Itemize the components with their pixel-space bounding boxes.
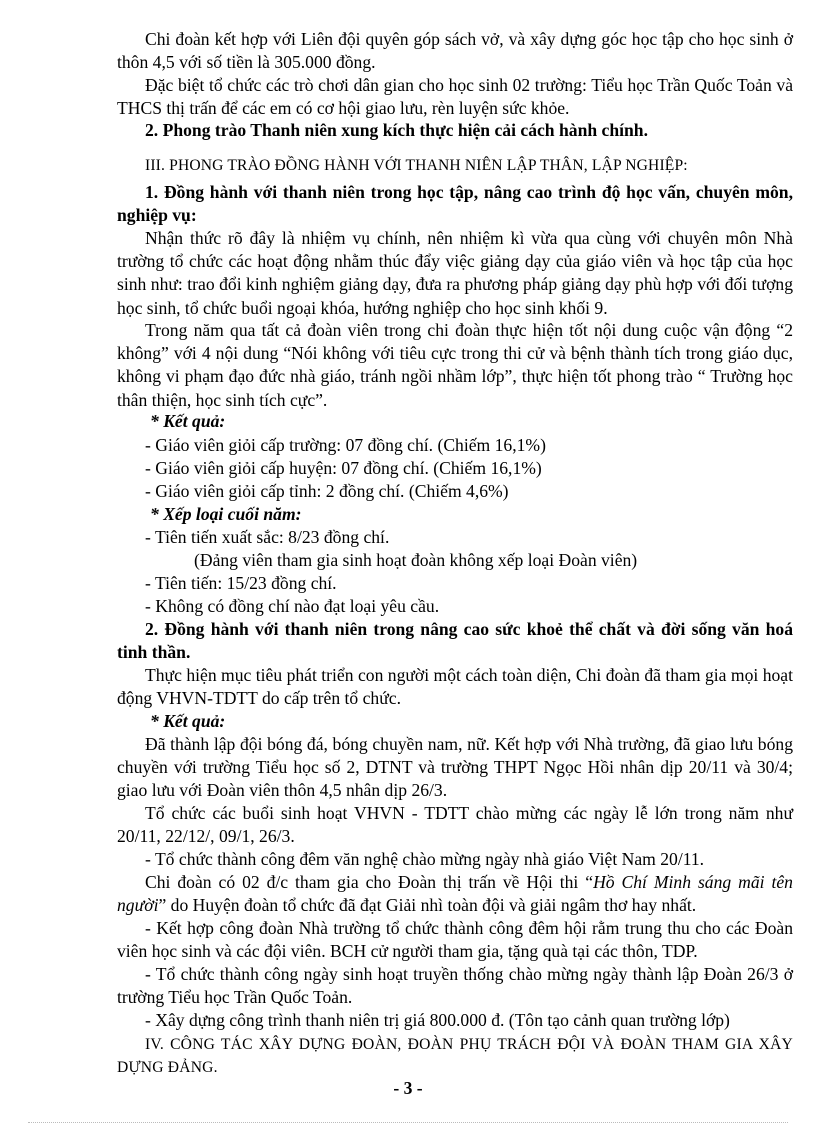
paragraph-text: ” do Huyện đoàn tổ chức đã đạt Giải nhì toàn đội và giải ngâm thơ hay nhất.	[158, 895, 697, 916]
list-item: - Giáo viên giỏi cấp huyện: 07 đồng chí. (Chiếm 16,1%)	[145, 458, 542, 478]
paragraph: Nhận thức rõ đây là nhiệm vụ chính, nên nhiệm kì vừa qua cùng với chuyên môn Nhà trường tổ chức các hoạt động nhằm thúc đẩy việc giảng dạy của giáo viên và học tập của học sinh như: trao đổi kinh nghiệm giảng dạy, đưa ra phương pháp giảng dạy phù hợp với đối tượng học sinh, tổ chức buổi ngoại khóa, hướng nghiệp cho học sinh khối 9.	[117, 228, 793, 318]
list-item: - Giáo viên giỏi cấp tỉnh: 2 đồng chí. (Chiếm 4,6%)	[145, 481, 509, 501]
section-heading: 1. Đồng hành với thanh niên trong học tập, nâng cao trình độ học vấn, chuyên môn, nghiệp vụ:	[117, 182, 793, 226]
list-item: - Giáo viên giỏi cấp trường: 07 đồng chí. (Chiếm 16,1%)	[145, 435, 546, 455]
paragraph: - Tổ chức thành công ngày sinh hoạt truyền thống chào mừng ngày thành lập Đoàn 26/3 ở trường Tiểu học Trần Quốc Toản.	[117, 964, 793, 1008]
contest-name: Hồ Chí Minh sáng mãi tên người	[117, 872, 793, 916]
paragraph: Đã thành lập đội bóng đá, bóng chuyền nam, nữ. Kết hợp với Nhà trường, đã giao lưu bóng chuyền với trường Tiểu học số 2, DTNT và trường THPT Ngọc Hồi nhân dịp 20/11 và 30/4; giao lưu với Đoàn viên thôn 4,5 nhân dịp 26/3.	[117, 734, 793, 801]
result-heading: * Xếp loại cuối năm:	[150, 504, 302, 524]
paragraph: Tổ chức các buổi sinh hoạt VHVN - TDTT chào mừng các ngày lễ lớn trong năm như 20/11, 22/12/, 09/1, 26/3.	[117, 803, 793, 847]
list-item: - Tiên tiến xuất sắc: 8/23 đồng chí.	[145, 527, 390, 547]
paragraph: - Kết hợp công đoàn Nhà trường tổ chức thành công đêm hội rằm trung thu cho các Đoàn viên học sinh và các đội viên. BCH cử người tham gia, tặng quà tại các thôn, TDP.	[117, 918, 793, 962]
result-heading: * Kết quả:	[150, 411, 226, 431]
list-item: - Tiên tiến: 15/23 đồng chí.	[145, 573, 337, 593]
section-heading: 2. Phong trào Thanh niên xung kích thực hiện cải cách hành chính.	[145, 120, 648, 140]
paragraph: Thực hiện mục tiêu phát triển con người một cách toàn diện, Chi đoàn đã tham gia mọi hoạt động VHVN-TDTT do cấp trên tổ chức.	[117, 665, 793, 709]
note-text: (Đảng viên tham gia sinh hoạt đoàn không xếp loại Đoàn viên)	[194, 550, 638, 570]
page-number: - 3 -	[393, 1078, 423, 1098]
paragraph: Trong năm qua tất cả đoàn viên trong chi đoàn thực hiện tốt nội dung cuộc vận động “2 không” với 4 nội dung “Nói không với tiêu cực trong thi cử và bệnh thành tích trong giáo dục, không vi phạm đạo đức nhà giáo, tránh ngồi nhầm lớp”, thực hiện tốt phong trào “ Trường học thân thiện, học sinh tích cực”.	[117, 320, 793, 410]
section-heading: 2. Đồng hành với thanh niên trong nâng cao sức khoẻ thể chất và đời sống văn hoá tinh thần.	[117, 619, 793, 663]
paragraph	[117, 871, 793, 917]
result-heading: * Kết quả:	[150, 711, 226, 731]
paragraph-text: Chi đoàn có 02 đ/c tham gia cho Đoàn thị trấn về Hội thi “	[145, 872, 594, 892]
list-item: - Không có đồng chí nào đạt loại yêu cầu.	[145, 596, 440, 616]
paragraph: - Xây dựng công trình thanh niên trị giá 800.000 đ. (Tôn tạo cảnh quan trường lớp)	[145, 1010, 730, 1030]
paragraph: Đặc biệt tổ chức các trò chơi dân gian cho học sinh 02 trường: Tiểu học Trần Quốc Toản và THCS thị trấn để các em có cơ hội giao lưu, rèn luyện sức khỏe.	[117, 75, 793, 119]
section-heading: IV. CÔNG TÁC XÂY DỰNG ĐOÀN, ĐOÀN PHỤ TRÁCH ĐỘI VÀ ĐOÀN THAM GIA XÂY DỰNG ĐẢNG.	[117, 1036, 793, 1077]
section-heading: III. PHONG TRÀO ĐỒNG HÀNH VỚI THANH NIÊN LẬP THÂN, LẬP NGHIỆP:	[145, 157, 688, 174]
paragraph: Chi đoàn kết hợp với Liên đội quyên góp sách vở, và xây dựng góc học tập cho học sinh ở thôn 4,5 với số tiền là 305.000 đồng.	[117, 29, 793, 73]
paragraph: - Tổ chức thành công đêm văn nghệ chào mừng ngày nhà giáo Việt Nam 20/11.	[145, 849, 705, 869]
